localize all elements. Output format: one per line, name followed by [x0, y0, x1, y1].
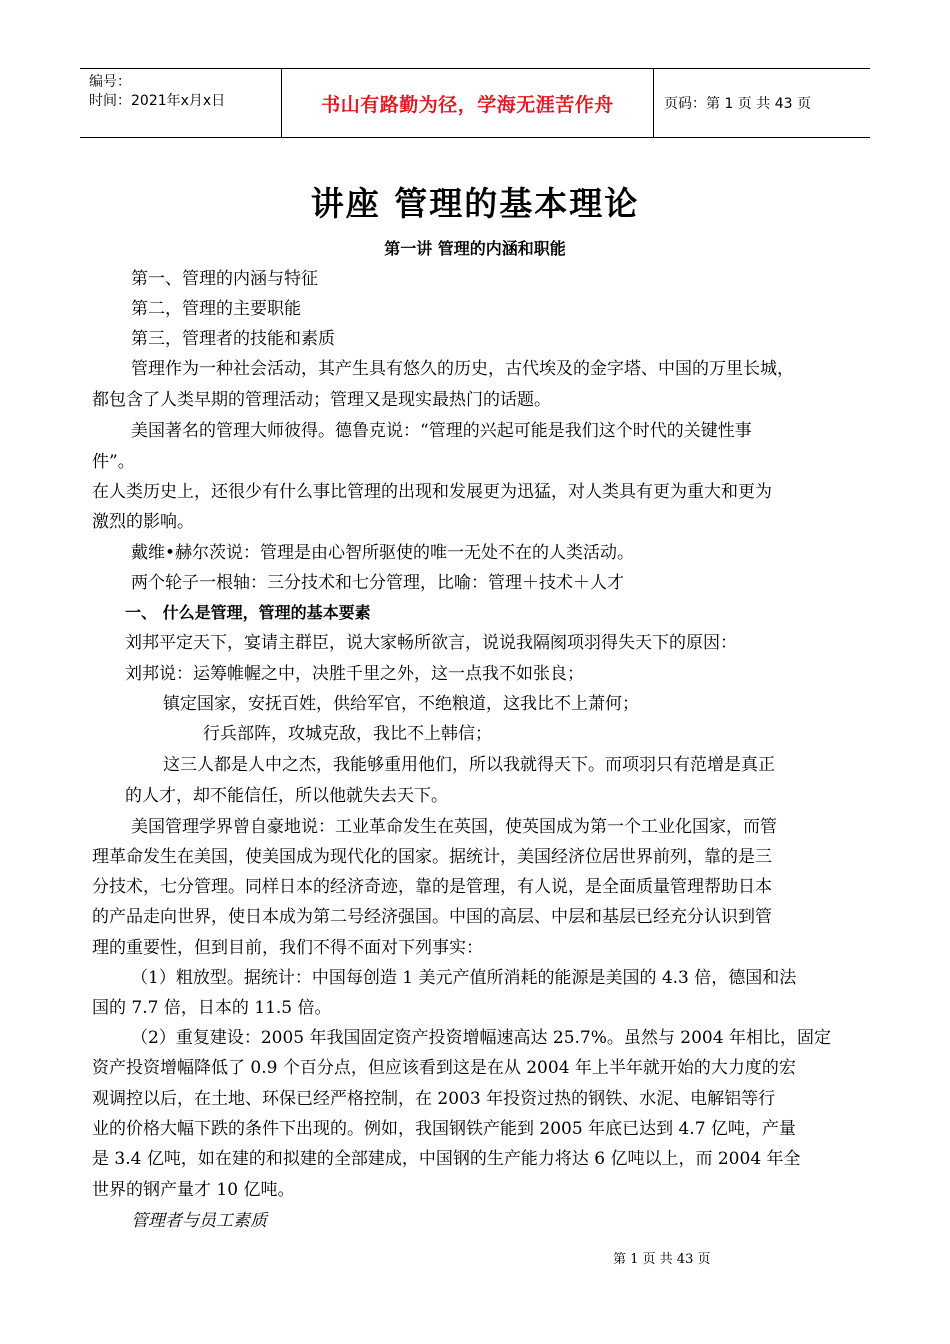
paragraph-line: 件”。 — [92, 452, 135, 472]
number-label: 编号： — [89, 74, 131, 90]
paragraph-line: 的人才，却不能信任，所以他就失去天下。 — [125, 786, 448, 806]
paragraph-line: 在人类历史上，还很少有什么事比管理的出现和发展更为迅猛，对人类具有更为重大和更为 — [92, 482, 772, 502]
paragraph-line: 分技术，七分管理。同样日本的经济奇迹，靠的是管理，有人说，是全面质量管理帮助日本 — [92, 877, 772, 897]
outline-item: 第三，管理者的技能和素质 — [131, 329, 335, 349]
paragraph-line: （1）粗放型。据统计：中国每创造 1 美元产值所消耗的能源是美国的 4.3 倍，德国和法 — [131, 968, 797, 988]
paragraph-line: 资产投资增幅降低了 0.9 个百分点，但应该看到这是在从 2004 年上半年就开始的大力度的宏 — [92, 1058, 796, 1078]
document-title: 讲座 管理的基本理论 — [310, 184, 640, 223]
page-footer: 第 1 页 共 43 页 — [613, 1252, 711, 1267]
paragraph-line: （2）重复建设：2005 年我国固定资产投资增幅速高达 25.7%。虽然与 2004 年相比，固定 — [131, 1028, 831, 1048]
paragraph-line: 戴维•赫尔茨说：管理是由心智所驱使的唯一无处不在的人类活动。 — [131, 543, 635, 563]
paragraph-line: 国的 7.7 倍，日本的 11.5 倍。 — [92, 998, 332, 1018]
date-label: 时间：2021年x月x日 — [89, 93, 226, 109]
outline-item: 第二，管理的主要职能 — [131, 299, 301, 319]
paragraph-line: 的产品走向世界，使日本成为第二号经济强国。中国的高层、中层和基层已经充分认识到管 — [92, 907, 772, 927]
paragraph-line: 两个轮子一根轴：三分技术和七分管理，比喻：管理＋技术＋人才 — [131, 573, 624, 593]
paragraph-line: 美国管理学界曾自豪地说：工业革命发生在英国，使英国成为第一个工业化国家，而管 — [131, 817, 777, 837]
paragraph-line: 管理作为一种社会活动，其产生具有悠久的历史，古代埃及的金字塔、中国的万里长城， — [131, 359, 794, 379]
motto: 书山有路勤为径，学海无涯苦作舟 — [282, 69, 654, 137]
header-meta-cell — [80, 69, 282, 137]
paragraph-line: 美国著名的管理大师彼得。德鲁克说：“管理的兴起可能是我们这个时代的关键性事 — [131, 421, 752, 441]
paragraph-line: 业的价格大幅下跌的条件下出现的。例如，我国钢铁产能到 2005 年底已达到 4.7 亿吨，产量 — [92, 1119, 796, 1139]
paragraph-line: 理的重要性，但到目前，我们不得不面对下列事实： — [92, 938, 483, 958]
lecture-subtitle: 第一讲 管理的内涵和职能 — [384, 239, 566, 258]
paragraph-line: 理革命发生在美国，使美国成为现代化的国家。据统计，美国经济位居世界前列，靠的是三 — [92, 847, 772, 867]
paragraph-line: 刘邦平定天下，宴请主群臣，说大家畅所欲言，说说我隔阂项羽得失天下的原因： — [125, 633, 737, 653]
page-info: 页码：第 1 页 共 43 页 — [664, 96, 811, 112]
outline-item: 第一、管理的内涵与特征 — [131, 269, 318, 289]
paragraph-line: 世界的钢产量才 10 亿吨。 — [92, 1180, 295, 1200]
paragraph-line: 激烈的影响。 — [92, 512, 194, 532]
paragraph-line: 都包含了人类早期的管理活动；管理又是现实最热门的话题。 — [92, 390, 551, 410]
paragraph-line: 镇定国家，安抚百姓，供给军官，不绝粮道，这我比不上萧何； — [163, 694, 639, 714]
paragraph-line: 是 3.4 亿吨，如在建的和拟建的全部建成，中国钢的生产能力将达 6 亿吨以上，而 2004 年全 — [92, 1149, 801, 1169]
section-heading: 一、 什么是管理，管理的基本要素 — [125, 603, 371, 622]
paragraph-line: 行兵部阵，攻城克敌，我比不上韩信； — [203, 724, 492, 744]
document-header-table — [80, 68, 870, 138]
paragraph-line: 刘邦说：运筹帷幄之中，决胜千里之外，这一点我不如张良； — [125, 664, 584, 684]
paragraph-line: 观调控以后，在土地、环保已经严格控制，在 2003 年投资过热的钢铁、水泥、电解铝等行 — [92, 1089, 776, 1109]
italic-subheading: 管理者与员工素质 — [131, 1211, 267, 1231]
paragraph-line: 这三人都是人中之杰，我能够重用他们，所以我就得天下。而项羽只有范增是真正 — [163, 755, 775, 775]
